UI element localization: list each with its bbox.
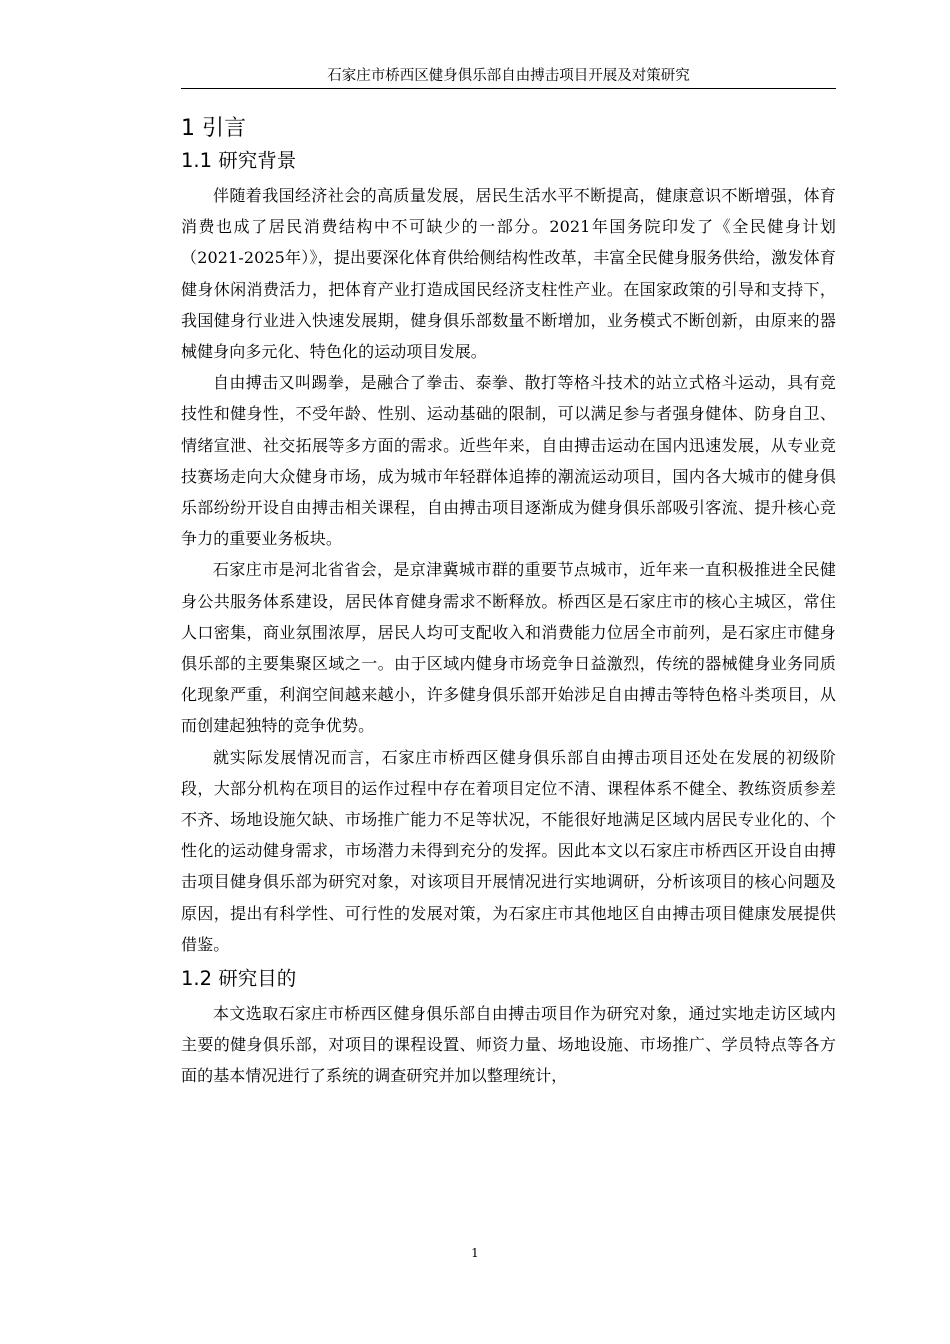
paragraph: 本文选取石家庄市桥西区健身俱乐部自由搏击项目作为研究对象，通过实地走访区域内主要的健身俱乐部，对项目的课程设置、师资力量、场地设施、市场推广、学员特点等各方面的基本情况进行了系统的调查研究并加以整理统计，	[181, 1004, 836, 1086]
section-1-2-heading: 1.2 研究目的	[181, 967, 297, 991]
paragraph: 伴随着我国经济社会的高质量发展，居民生活水平不断提高，健康意识不断增强，体育消费也成了居民消费结构中不可缺少的一部分。2021年国务院印发了《全民健身计划（2021-2025年）》，提出要深化体育供给侧结构性改革，丰富全民健身服务供给，激发体育健身休闲消费活力，把体育产业打造成国民经济支柱性产业。在国家政策的引导和支持下，我国健身行业进入快速发展期，健身俱乐部数量不断增加，业务模式不断创新，由原来的器械健身向多元化、特色化的运动项目发展。	[181, 186, 836, 362]
page-body	[181, 112, 836, 1092]
section-1-heading: 1 引言	[181, 116, 246, 141]
paragraph: 就实际发展情况而言，石家庄市桥西区健身俱乐部自由搏击项目还处在发展的初级阶段，大部分机构在项目的运作过程中存在着项目定位不清、课程体系不健全、教练资质参差不齐、场地设施欠缺、市场推广能力不足等状况，不能很好地满足区域内居民专业化的、个性化的运动健身需求，市场潜力未得到充分的发挥。因此本文以石家庄市桥西区开设自由搏击项目健身俱乐部为研究对象，对该项目开展情况进行实地调研，分析该项目的核心问题及原因，提出有科学性、可行性的发展对策，为石家庄市其他地区自由搏击项目健康发展提供借鉴。	[181, 747, 836, 954]
paragraph: 石家庄市是河北省省会，是京津冀城市群的重要节点城市，近年来一直积极推进全民健身公共服务体系建设，居民体育健身需求不断释放。桥西区是石家庄市的核心主城区，常住人口密集，商业氛围浓厚，居民人均可支配收入和消费能力位居全市前列，是石家庄市健身俱乐部的主要集聚区域之一。由于区域内健身市场竞争日益激烈，传统的器械健身业务同质化现象严重，利润空间越来越小，许多健身俱乐部开始涉足自由搏击等特色格斗类项目，从而创建起独特的竞争优势。	[181, 560, 836, 736]
running-header	[181, 66, 836, 89]
section-1-1-heading: 1.1 研究背景	[181, 149, 297, 172]
running-header-title: 石家庄市桥西区健身俱乐部自由搏击项目开展及对策研究	[327, 68, 690, 84]
paragraph: 自由搏击又叫踢拳，是融合了拳击、泰拳、散打等格斗技术的站立式格斗运动，具有竞技性和健身性，不受年龄、性别、运动基础的限制，可以满足参与者强身健体、防身自卫、情绪宣泄、社交拓展等多方面的需求。近些年来，自由搏击运动在国内迅速发展，从专业竞技赛场走向大众健身市场，成为城市年轻群体追捧的潮流运动项目，国内各大城市的健身俱乐部纷纷开设自由搏击相关课程，自由搏击项目逐渐成为健身俱乐部吸引客流、提升核心竞争力的重要业务板块。	[181, 373, 836, 549]
page-number: 1	[471, 1246, 479, 1260]
